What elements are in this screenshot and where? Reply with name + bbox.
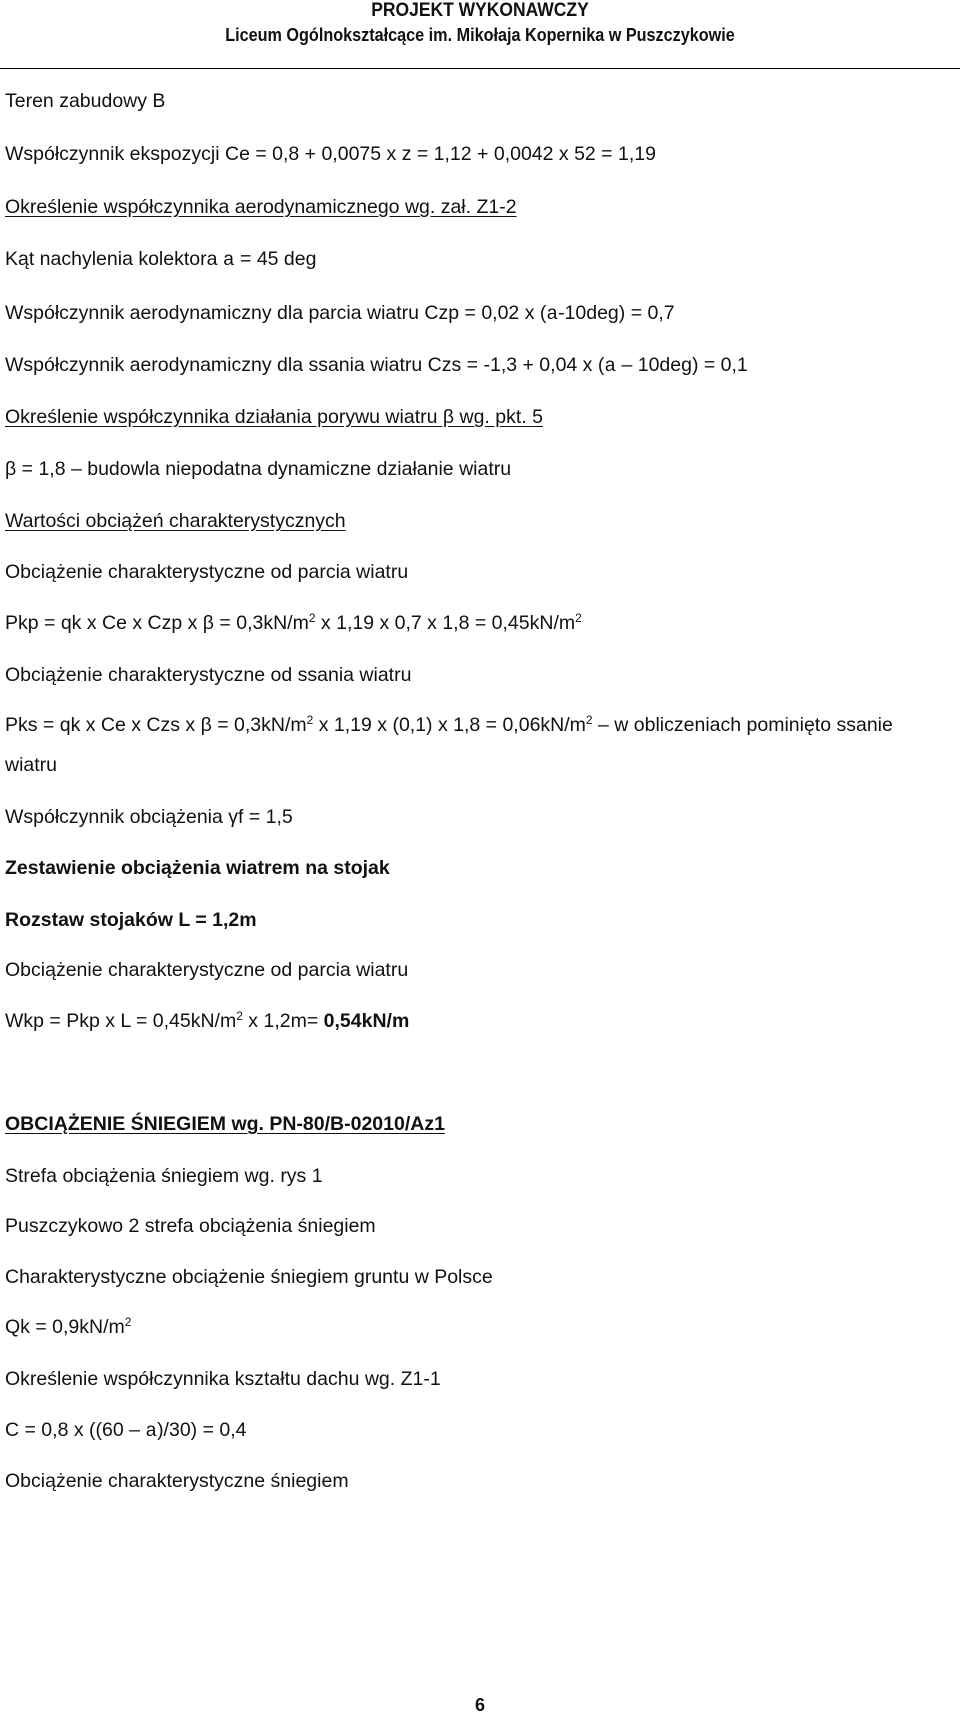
alpha-symbol: a xyxy=(222,249,235,271)
alpha-symbol: a xyxy=(546,303,559,325)
c-formula xyxy=(5,1419,247,1442)
pks-continuation: wiatru xyxy=(5,754,58,776)
c-post: )/30) = 0,4 xyxy=(157,1419,247,1441)
gamma-line: Współczynnik obciążenia γf = 1,5 xyxy=(5,806,293,828)
angle-pre: Kąt nachylenia kolektora xyxy=(5,248,223,270)
pkp-sup-2: 2 xyxy=(575,611,582,625)
pks-formula xyxy=(5,714,893,737)
wind-summary-heading: Zestawienie obciążenia wiatrem na stojak xyxy=(5,857,390,879)
school-name: Liceum Ogólnokształcące im. Mikołaja Kopernika w Puszczykowie xyxy=(225,25,735,45)
pressure-label-2: Obciążenie charakterystyczne od parcia wiatru xyxy=(5,959,409,981)
aero-heading: Określenie współczynnika aerodynamicznego wg. zał. Z1-2 xyxy=(5,196,517,218)
wkp-sup: 2 xyxy=(236,1009,243,1023)
pkp-sup-1: 2 xyxy=(308,611,316,625)
pks-sup-2: 2 xyxy=(585,713,593,727)
qk-line xyxy=(5,1316,131,1339)
snow-zone: Puszczykowo 2 strefa obciążenia śniegiem xyxy=(5,1215,376,1237)
czp-line xyxy=(5,302,675,325)
pkp-formula xyxy=(5,612,582,635)
wkp-formula xyxy=(5,1010,409,1033)
snow-zone-ref: Strefa obciążenia śniegiem wg. rys 1 xyxy=(5,1165,323,1187)
qk-sup: 2 xyxy=(124,1315,132,1329)
czp-post: -10deg) = 0,7 xyxy=(558,302,675,324)
qk-value: Qk = 0,9kN/m xyxy=(5,1316,125,1338)
pks-part-b: x 1,19 x (0,1) x 1,8 = 0,06kN/m xyxy=(313,714,586,736)
suction-label: Obciążenie charakterystyczne od ssania wiatru xyxy=(5,664,412,686)
wkp-part-a: Wkp = Pkp x L = 0,45kN/m xyxy=(5,1010,237,1032)
pkp-part-a: Pkp = qk x Ce x Czp x β = 0,3kN/m xyxy=(5,612,309,634)
exposure-line: Współczynnik ekspozycji Ce = 0,8 + 0,0075 x z = 1,12 + 0,0042 x 52 = 1,19 xyxy=(5,143,656,165)
angle-post: = 45 deg xyxy=(234,248,317,270)
czs-pre: Współczynnik aerodynamiczny dla ssania wiatru Czs = -1,3 + 0,04 x ( xyxy=(5,354,605,376)
shape-heading: Określenie współczynnika kształtu dachu wg. Z1-1 xyxy=(5,1368,441,1390)
pks-part-a: Pks = qk x Ce x Czs x β = 0,3kN/m xyxy=(5,714,307,736)
pressure-label: Obciążenie charakterystyczne od parcia wiatru xyxy=(5,561,409,583)
alpha-symbol: a xyxy=(145,1420,158,1442)
spacing-line: Rozstaw stojaków L = 1,2m xyxy=(5,909,257,931)
c-pre: C = 0,8 x ((60 – xyxy=(5,1419,146,1441)
czp-pre: Współczynnik aerodynamiczny dla parcia wiatru Czp = 0,02 x ( xyxy=(5,302,547,324)
pks-sup-1: 2 xyxy=(306,713,314,727)
char-snow-label: Obciążenie charakterystyczne śniegiem xyxy=(5,1470,349,1492)
pks-part-c: – w obliczeniach pominięto ssanie xyxy=(592,714,893,736)
wkp-part-b: x 1,2m= xyxy=(242,1010,324,1032)
terrain-line: Teren zabudowy B xyxy=(5,90,166,112)
alpha-symbol: a xyxy=(604,355,617,377)
page-header xyxy=(0,0,960,69)
project-title: PROJEKT WYKONAWCZY xyxy=(371,0,589,21)
snow-heading: OBCIĄŻENIE ŚNIEGIEM wg. PN-80/B-02010/Az1 xyxy=(5,1113,445,1135)
angle-line xyxy=(5,248,316,271)
beta-heading: Określenie współczynnika działania porywu wiatru β wg. pkt. 5 xyxy=(5,406,543,428)
czs-line xyxy=(5,354,748,377)
char-values-heading: Wartości obciążeń charakterystycznych xyxy=(5,510,346,532)
ground-snow-label: Charakterystyczne obciążenie śniegiem gruntu w Polsce xyxy=(5,1266,493,1288)
beta-line: β = 1,8 – budowla niepodatna dynamiczne działanie wiatru xyxy=(5,458,512,480)
pkp-part-b: x 1,19 x 0,7 x 1,8 = 0,45kN/m xyxy=(315,612,576,634)
czs-post: – 10deg) = 0,1 xyxy=(616,354,748,376)
page-number: 6 xyxy=(474,1695,485,1715)
wkp-result: 0,54kN/m xyxy=(323,1010,410,1032)
